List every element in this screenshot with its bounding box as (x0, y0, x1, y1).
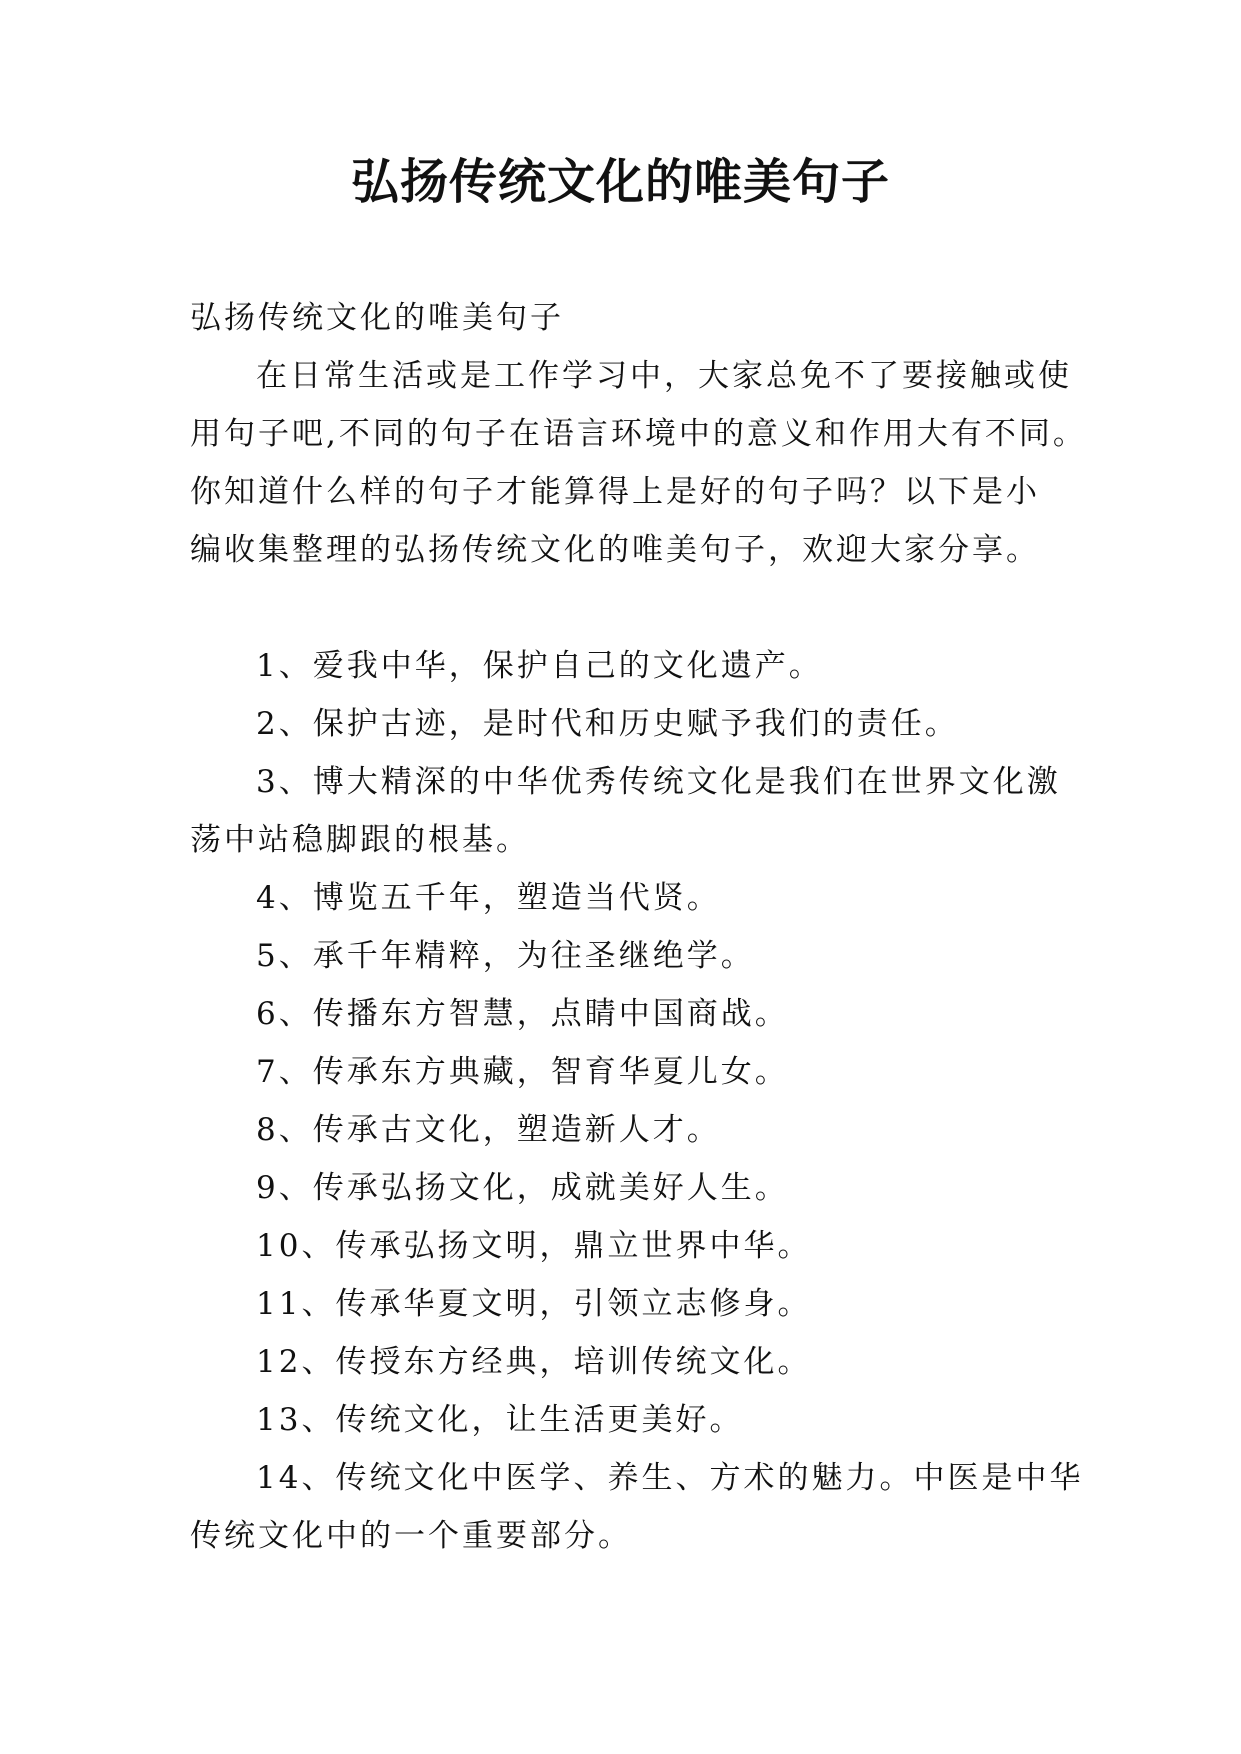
list-item (190, 927, 1060, 985)
intro-line: 编收集整理的弘扬传统文化的唯美句子，欢迎大家分享。 (190, 532, 1040, 568)
sentence-line: 2、保护古迹，是时代和历史赋予我们的责任。 (256, 706, 959, 742)
list-item (190, 695, 1060, 753)
list-item (190, 1275, 1060, 1333)
list-item (190, 1159, 1060, 1217)
sentence-line: 7、传承东方典藏，智育华夏儿女。 (256, 1054, 789, 1090)
sentence-line: 8、传承古文化，塑造新人才。 (256, 1112, 721, 1148)
sentence-list (190, 637, 1084, 1565)
list-item (190, 637, 1060, 695)
list-item (190, 1101, 1060, 1159)
sentence-line: 13、传统文化，让生活更美好。 (256, 1402, 744, 1438)
sentence-line: 3、博大精深的中华优秀传统文化是我们在世界文化激 (256, 764, 1061, 800)
document-title: 弘扬传统文化的唯美句子 (350, 154, 890, 210)
document-body (190, 289, 1087, 1565)
list-item (190, 1391, 1060, 1449)
sentence-line: 12、传授东方经典，培训传统文化。 (256, 1344, 812, 1380)
section-heading: 弘扬传统文化的唯美句子 (190, 300, 564, 336)
sentence-line: 1、爱我中华，保护自己的文化遗产。 (256, 648, 823, 684)
sentence-line: 传统文化中的一个重要部分。 (190, 1518, 632, 1554)
list-item (190, 1217, 1060, 1275)
list-item (190, 1333, 1060, 1391)
list-item (190, 1449, 1084, 1565)
list-item (190, 869, 1060, 927)
sentence-line: 5、承千年精粹，为往圣继绝学。 (256, 938, 755, 974)
list-item (190, 753, 1060, 869)
sentence-line: 11、传承华夏文明，引领立志修身。 (256, 1286, 812, 1322)
list-item (190, 1043, 1060, 1101)
intro-line: 在日常生活或是工作学习中，大家总免不了要接触或使 (256, 358, 1072, 394)
intro-paragraph (190, 347, 1087, 579)
sentence-line: 6、传播东方智慧，点睛中国商战。 (256, 996, 789, 1032)
sentence-line: 4、博览五千年，塑造当代贤。 (256, 880, 721, 916)
blank-line (190, 579, 1060, 637)
list-item (190, 985, 1060, 1043)
sentence-line: 荡中站稳脚跟的根基。 (190, 822, 530, 858)
intro-line: 用句子吧,不同的句子在语言环境中的意义和作用大有不同。 (190, 416, 1087, 452)
sentence-line: 10、传承弘扬文明，鼎立世界中华。 (256, 1228, 812, 1264)
sentence-line: 14、传统文化中医学、养生、方术的魅力。中医是中华 (256, 1460, 1084, 1496)
sentence-line: 9、传承弘扬文化，成就美好人生。 (256, 1170, 789, 1206)
intro-line: 你知道什么样的句子才能算得上是好的句子吗？以下是小 (190, 474, 1040, 510)
